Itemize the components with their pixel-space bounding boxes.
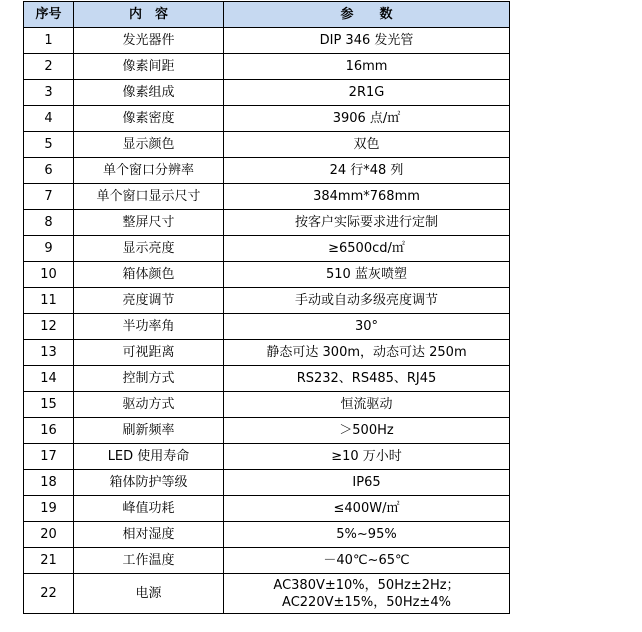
table-row bbox=[24, 80, 510, 106]
table-row bbox=[24, 470, 510, 496]
row-number: 11 bbox=[24, 288, 74, 314]
row-value: 384mm*768mm bbox=[224, 184, 510, 210]
row-value: ≥10 万小时 bbox=[224, 444, 510, 470]
row-number: 13 bbox=[24, 340, 74, 366]
row-number: 1 bbox=[24, 28, 74, 54]
table-row bbox=[24, 392, 510, 418]
row-value: 24 行*48 列 bbox=[224, 158, 510, 184]
row-item: 像素间距 bbox=[74, 54, 224, 80]
row-number: 5 bbox=[24, 132, 74, 158]
row-value: DIP 346 发光管 bbox=[224, 28, 510, 54]
table-row bbox=[24, 418, 510, 444]
row-value: －40℃~65℃ bbox=[224, 548, 510, 574]
row-item: 驱动方式 bbox=[74, 392, 224, 418]
row-number: 6 bbox=[24, 158, 74, 184]
table-row bbox=[24, 340, 510, 366]
table-row bbox=[24, 132, 510, 158]
row-number: 20 bbox=[24, 522, 74, 548]
row-value: 3906 点/㎡ bbox=[224, 106, 510, 132]
row-number: 17 bbox=[24, 444, 74, 470]
table-row bbox=[24, 548, 510, 574]
header-row bbox=[24, 2, 510, 28]
row-item: 整屏尺寸 bbox=[74, 210, 224, 236]
row-value: 510 蓝灰喷塑 bbox=[224, 262, 510, 288]
row-number: 3 bbox=[24, 80, 74, 106]
table-row bbox=[24, 54, 510, 80]
row-number: 12 bbox=[24, 314, 74, 340]
header-no: 序号 bbox=[24, 2, 74, 28]
row-value: 静态可达 300m，动态可达 250m bbox=[224, 340, 510, 366]
table-row bbox=[24, 210, 510, 236]
spec-table bbox=[23, 1, 510, 614]
row-number: 10 bbox=[24, 262, 74, 288]
row-value: 5%~95% bbox=[224, 522, 510, 548]
row-item: 单个窗口显示尺寸 bbox=[74, 184, 224, 210]
table-row bbox=[24, 236, 510, 262]
table-row bbox=[24, 574, 510, 614]
header-item: 内 容 bbox=[74, 2, 224, 28]
table-row bbox=[24, 184, 510, 210]
row-item: 箱体颜色 bbox=[74, 262, 224, 288]
row-item: 箱体防护等级 bbox=[74, 470, 224, 496]
row-number: 19 bbox=[24, 496, 74, 522]
row-item: 可视距离 bbox=[74, 340, 224, 366]
row-number: 7 bbox=[24, 184, 74, 210]
header-value: 参 数 bbox=[224, 2, 510, 28]
row-number: 21 bbox=[24, 548, 74, 574]
row-value: 恒流驱动 bbox=[224, 392, 510, 418]
row-item: 刷新频率 bbox=[74, 418, 224, 444]
table-row bbox=[24, 28, 510, 54]
row-value: 按客户实际要求进行定制 bbox=[224, 210, 510, 236]
row-number: 4 bbox=[24, 106, 74, 132]
row-item: 单个窗口分辨率 bbox=[74, 158, 224, 184]
row-item: 电源 bbox=[74, 574, 224, 614]
row-item: 像素密度 bbox=[74, 106, 224, 132]
row-number: 9 bbox=[24, 236, 74, 262]
row-item: 相对湿度 bbox=[74, 522, 224, 548]
table-row bbox=[24, 262, 510, 288]
row-item: 显示颜色 bbox=[74, 132, 224, 158]
row-number: 18 bbox=[24, 470, 74, 496]
table-row bbox=[24, 158, 510, 184]
row-item: 像素组成 bbox=[74, 80, 224, 106]
row-value: 手动或自动多级亮度调节 bbox=[224, 288, 510, 314]
row-value: 30° bbox=[224, 314, 510, 340]
row-value: 16mm bbox=[224, 54, 510, 80]
row-number: 16 bbox=[24, 418, 74, 444]
table-row bbox=[24, 314, 510, 340]
row-value: ＞500Hz bbox=[224, 418, 510, 444]
row-item: 发光器件 bbox=[74, 28, 224, 54]
row-item: 显示亮度 bbox=[74, 236, 224, 262]
table-row bbox=[24, 496, 510, 522]
row-value: AC380V±10%，50Hz±2Hz；AC220V±15%，50Hz±4% bbox=[224, 574, 510, 614]
table-row bbox=[24, 444, 510, 470]
table-row bbox=[24, 288, 510, 314]
row-number: 2 bbox=[24, 54, 74, 80]
row-value: RS232、RS485、RJ45 bbox=[224, 366, 510, 392]
row-item: 工作温度 bbox=[74, 548, 224, 574]
row-number: 22 bbox=[24, 574, 74, 614]
row-value: 2R1G bbox=[224, 80, 510, 106]
row-number: 15 bbox=[24, 392, 74, 418]
table-row bbox=[24, 106, 510, 132]
table-row bbox=[24, 522, 510, 548]
row-value: 双色 bbox=[224, 132, 510, 158]
row-item: 控制方式 bbox=[74, 366, 224, 392]
row-value: IP65 bbox=[224, 470, 510, 496]
table-row bbox=[24, 366, 510, 392]
row-item: 亮度调节 bbox=[74, 288, 224, 314]
row-item: 峰值功耗 bbox=[74, 496, 224, 522]
row-item: LED 使用寿命 bbox=[74, 444, 224, 470]
row-value: ≤400W/㎡ bbox=[224, 496, 510, 522]
row-item: 半功率角 bbox=[74, 314, 224, 340]
row-number: 14 bbox=[24, 366, 74, 392]
row-number: 8 bbox=[24, 210, 74, 236]
row-value: ≥6500cd/㎡ bbox=[224, 236, 510, 262]
